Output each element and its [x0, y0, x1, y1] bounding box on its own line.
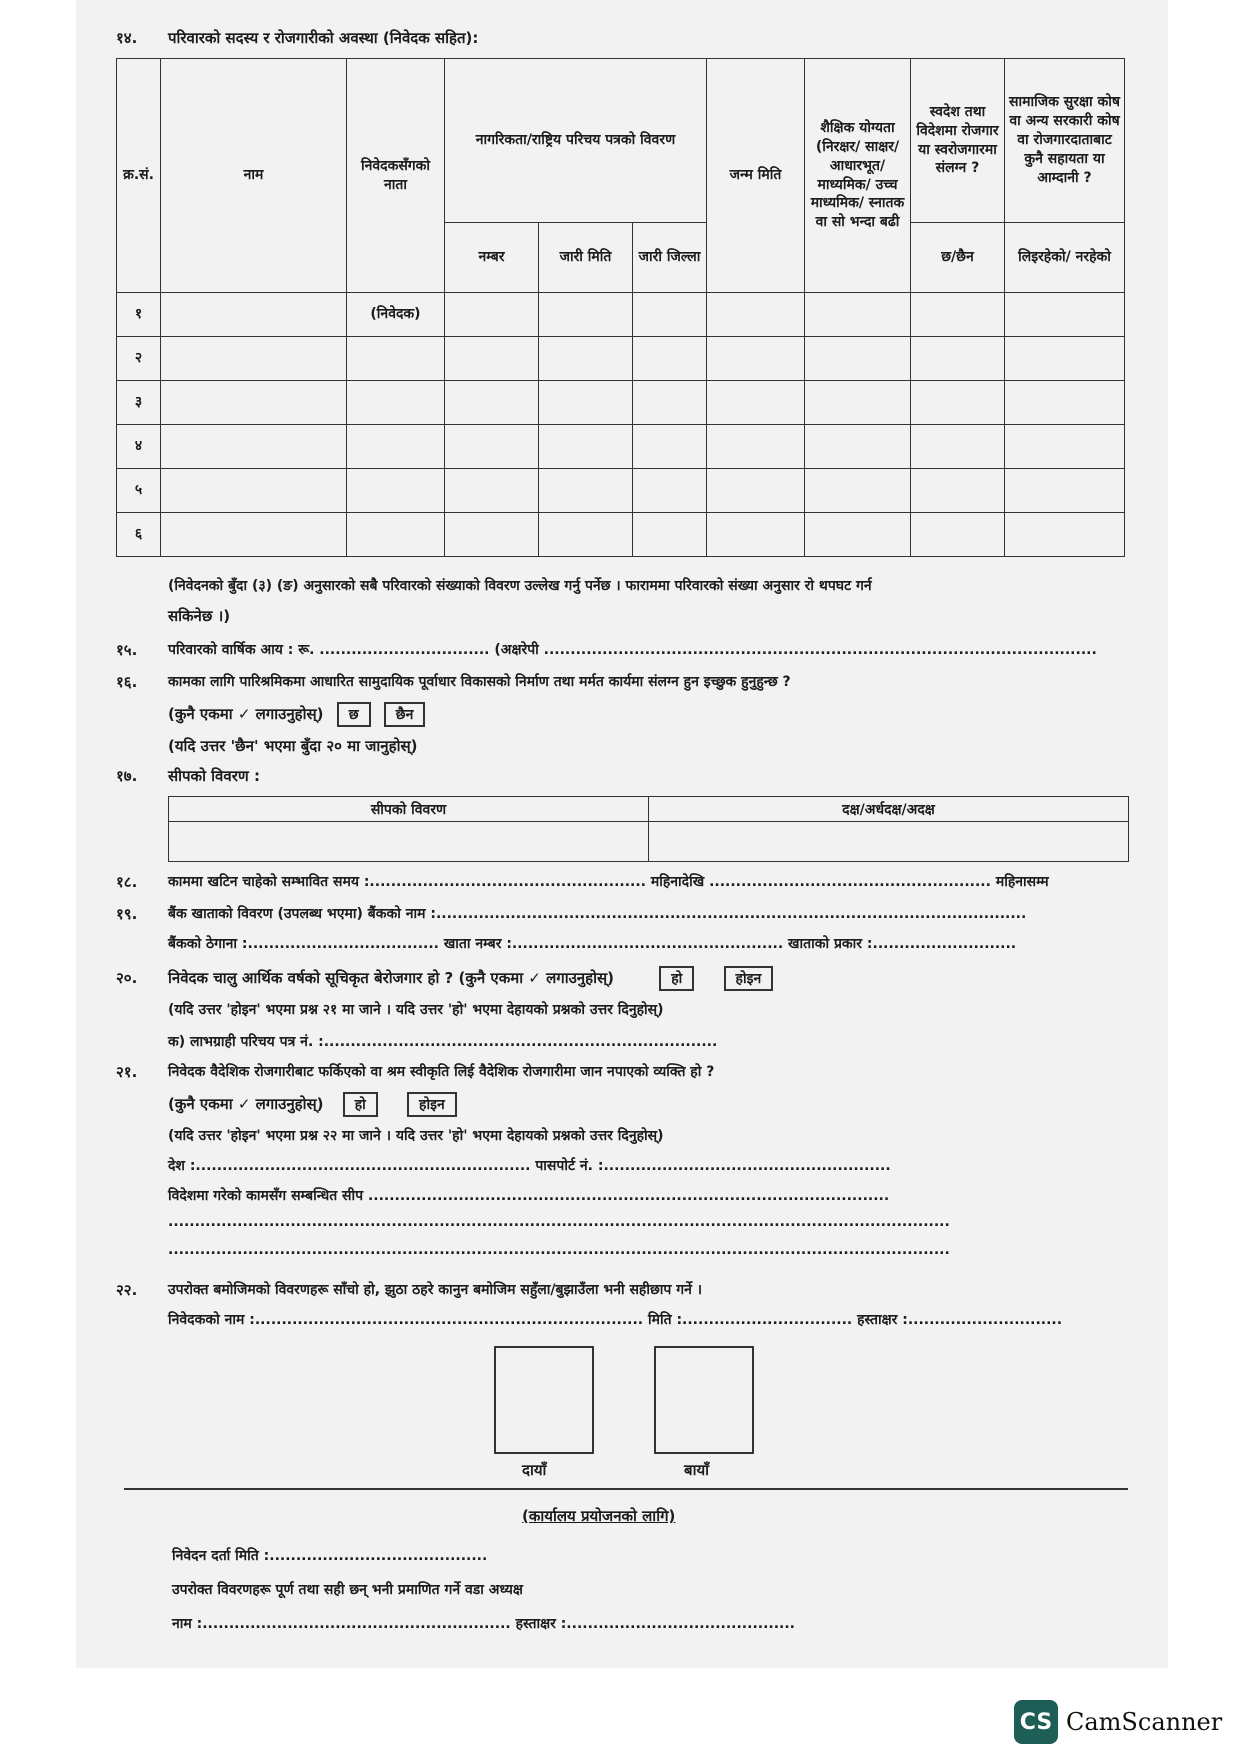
header-issue-date: जारी मिति — [539, 223, 633, 293]
row-sn: ६ — [117, 513, 161, 557]
row-relation: (निवेदक) — [347, 293, 445, 337]
q18-number: १८. — [116, 873, 138, 891]
cell[interactable] — [805, 381, 911, 425]
cell[interactable] — [1005, 425, 1125, 469]
cell-name[interactable] — [161, 381, 347, 425]
q16-options — [168, 702, 425, 727]
right-thumbprint-box[interactable] — [494, 1346, 594, 1454]
cell[interactable] — [707, 425, 805, 469]
cell[interactable] — [445, 425, 539, 469]
q19-number: १९. — [116, 905, 138, 923]
skill-level-input[interactable] — [649, 822, 1129, 862]
q14-note-line1: (निवेदनको बुँदा (३) (ङ) अनुसारको सबै परिवारको संख्याको विवरण उल्लेख गर्नु पर्नेछ । फाराममा परिवारको संख्या अनुसार रो थपघट गर्न — [168, 578, 872, 594]
q14-note-line2: सकिनेछ ।) — [168, 607, 231, 625]
cell[interactable] — [445, 381, 539, 425]
row-relation — [347, 337, 445, 381]
cell[interactable] — [633, 381, 707, 425]
cell[interactable] — [445, 513, 539, 557]
row-sn: ५ — [117, 469, 161, 513]
q16-number: १६. — [116, 673, 138, 691]
q21-skill: विदेशमा गरेको कामसँग सम्बन्धित सीप .................................................................................................. — [168, 1188, 890, 1204]
table-row — [117, 293, 1125, 337]
right-thumb-label: दायाँ — [522, 1461, 547, 1479]
cell[interactable] — [539, 513, 633, 557]
skill-table — [168, 796, 1129, 862]
q21-dots-1: ................................................................................................................................................... — [168, 1214, 950, 1230]
q21-text: निवेदक वैदेशिक रोजगारीबाट फर्किएको वा श्रम स्वीकृति लिई वैदेशिक रोजगारीमा जान नपाएको व्यक्ति हो ? — [168, 1064, 715, 1080]
office-certify: उपरोक्त विवरणहरू पूर्ण तथा सही छन् भनी प्रमाणित गर्ने वडा अध्यक्ष — [172, 1582, 523, 1598]
camscanner-text: CamScanner — [1066, 1708, 1223, 1736]
cell[interactable] — [1005, 381, 1125, 425]
skill-col-description: सीपको विवरण — [169, 797, 649, 822]
cell[interactable] — [1005, 469, 1125, 513]
q20-text: निवेदक चालु आर्थिक वर्षको सूचिकृत बेरोजगार हो ? (कुनै एकमा ✓ लगाउनुहोस्) — [168, 969, 614, 987]
skill-col-level: दक्ष/अर्धदक्ष/अदक्ष — [649, 797, 1129, 822]
cell[interactable] — [1005, 293, 1125, 337]
cell[interactable] — [707, 337, 805, 381]
header-name: नाम — [161, 59, 347, 293]
cell[interactable] — [707, 381, 805, 425]
cell[interactable] — [911, 381, 1005, 425]
office-name-signature: नाम :.......................................................... हस्ताक्षर :........................................... — [172, 1616, 795, 1632]
q16-option-yes[interactable]: छ — [337, 702, 371, 727]
q18-text: काममा खटिन चाहेको सम्भावित समय :.................................................... महिनादेखि ..................................................... महिनासम्म — [168, 874, 1049, 890]
cell[interactable] — [633, 425, 707, 469]
cell[interactable] — [911, 337, 1005, 381]
q20-number: २०. — [116, 969, 138, 987]
row-sn: ४ — [117, 425, 161, 469]
divider — [124, 1488, 1128, 1490]
cell[interactable] — [445, 293, 539, 337]
row-relation — [347, 425, 445, 469]
cell[interactable] — [805, 513, 911, 557]
q21-number: २१. — [116, 1063, 138, 1081]
cell[interactable] — [539, 425, 633, 469]
left-thumbprint-box[interactable] — [654, 1346, 754, 1454]
cell[interactable] — [1005, 513, 1125, 557]
table-row — [117, 381, 1125, 425]
row-relation — [347, 381, 445, 425]
q19-line1: बैंक खाताको विवरण (उपलब्ध भएमा) बैंकको नाम :............................................................................................................... — [168, 906, 1027, 922]
q20-option-yes[interactable]: हो — [659, 966, 694, 991]
q21-option-yes[interactable]: हो — [343, 1092, 378, 1117]
q17-number: १७. — [116, 767, 138, 785]
q21-note: (यदि उत्तर 'होइन' भएमा प्रश्न २२ मा जाने । यदि उत्तर 'हो' भएमा देहायको प्रश्नको उत्तर दिनुहोस्) — [168, 1128, 664, 1144]
cell[interactable] — [805, 469, 911, 513]
header-citizenship: नागरिकता/राष्ट्रिय परिचय पत्रको विवरण — [445, 59, 707, 223]
q21-dots-2: ................................................................................................................................................... — [168, 1242, 950, 1258]
cell[interactable] — [539, 293, 633, 337]
row-relation — [347, 469, 445, 513]
header-sn: क्र.सं. — [117, 59, 161, 293]
cell[interactable] — [707, 469, 805, 513]
q20-option-no[interactable]: होइन — [724, 966, 774, 991]
cell[interactable] — [805, 337, 911, 381]
office-registration-date: निवेदन दर्ता मिति :......................................... — [172, 1548, 488, 1564]
cell-name[interactable] — [161, 337, 347, 381]
q17-label: सीपको विवरण : — [168, 767, 260, 785]
q14-label: परिवारको सदस्य र रोजगारीको अवस्था (निवेदक सहित): — [168, 29, 479, 47]
q22-number: २२. — [116, 1281, 138, 1299]
q14-number: १४. — [116, 29, 138, 47]
header-social: सामाजिक सुरक्षा कोष वा अन्य सरकारी कोष वा रोजगारदाताबाट कुनै सहायता या आम्दानी ? — [1005, 59, 1125, 223]
cell[interactable] — [911, 469, 1005, 513]
header-issue-district: जारी जिल्ला — [633, 223, 707, 293]
row-sn: ३ — [117, 381, 161, 425]
q19-line2: बैंकको ठेगाना :.................................... खाता नम्बर :................................................... खाताको प्रकार :........................... — [168, 936, 1017, 952]
header-number: नम्बर — [445, 223, 539, 293]
q22-text: उपरोक्त बमोजिमको विवरणहरू साँचो हो, झुठा ठहरे कानुन बमोजिम सहुँला/बुझाउँला भनी सहीछाप गर्ने । — [168, 1282, 703, 1298]
row-sn: १ — [117, 293, 161, 337]
q15-text: परिवारको वार्षिक आय : रू. ................................ (अक्षरेपी ........................................................................................................ — [168, 642, 1097, 658]
cell[interactable] — [633, 469, 707, 513]
cell[interactable] — [911, 513, 1005, 557]
q16-option-no[interactable]: छैन — [384, 702, 426, 727]
cell[interactable] — [445, 337, 539, 381]
cell[interactable] — [707, 293, 805, 337]
q20-row — [168, 966, 773, 991]
table-row — [117, 513, 1125, 557]
cell[interactable] — [633, 337, 707, 381]
cell[interactable] — [1005, 337, 1125, 381]
cell[interactable] — [911, 425, 1005, 469]
header-social-options: लिइरहेको/ नरहेको — [1005, 223, 1125, 293]
q21-options — [168, 1092, 457, 1117]
q16-note: (यदि उत्तर 'छैन' भएमा बुँदा २० मा जानुहोस्) — [168, 737, 418, 755]
q21-option-no[interactable]: होइन — [407, 1092, 457, 1117]
cell-name[interactable] — [161, 469, 347, 513]
table-row — [117, 425, 1125, 469]
q22-sign-line: निवेदकको नाम :......................................................................... मिति :................................ हस्ताक्षर :............................. — [168, 1312, 1063, 1328]
header-dob: जन्म मिति — [707, 59, 805, 293]
cell[interactable] — [445, 469, 539, 513]
header-employment: स्वदेश तथा विदेशमा रोजगार या स्वरोजगारमा संलग्न ? — [911, 59, 1005, 223]
q21-country-passport: देश :............................................................... पासपोर्ट नं. :...................................................... — [168, 1158, 891, 1174]
cell[interactable] — [633, 293, 707, 337]
cell[interactable] — [805, 293, 911, 337]
cell[interactable] — [633, 513, 707, 557]
office-heading: (कार्यालय प्रयोजनको लागि) — [522, 1507, 676, 1525]
q20-note: (यदि उत्तर 'होइन' भएमा प्रश्न २१ मा जाने । यदि उत्तर 'हो' भएमा देहायको प्रश्नको उत्तर दिनुहोस्) — [168, 1002, 664, 1018]
q21-instruction: (कुनै एकमा ✓ लगाउनुहोस्) — [168, 1095, 324, 1113]
camscanner-logo: CS — [1014, 1700, 1058, 1744]
row-relation — [347, 513, 445, 557]
cell-name[interactable] — [161, 425, 347, 469]
header-relation: निवेदकसँगको नाता — [347, 59, 445, 293]
cell[interactable] — [539, 337, 633, 381]
left-thumb-label: बायाँ — [684, 1461, 710, 1479]
table-row — [117, 469, 1125, 513]
cell[interactable] — [539, 381, 633, 425]
q15-number: १५. — [116, 641, 138, 659]
q16-instruction: (कुनै एकमा ✓ लगाउनुहोस्) — [168, 705, 324, 723]
cell-name[interactable] — [161, 293, 347, 337]
cell[interactable] — [805, 425, 911, 469]
cell[interactable] — [707, 513, 805, 557]
family-table — [116, 58, 1125, 557]
skill-description-input[interactable] — [169, 822, 649, 862]
header-employment-options: छ/छैन — [911, 223, 1005, 293]
cell-name[interactable] — [161, 513, 347, 557]
table-row — [117, 337, 1125, 381]
cell[interactable] — [911, 293, 1005, 337]
cell[interactable] — [539, 469, 633, 513]
header-education: शैक्षिक योग्यता (निरक्षर/ साक्षर/ आधारभूत/ माध्यमिक/ उच्च माध्यमिक/ स्नातक वा सो भन्दा बढी — [805, 59, 911, 293]
q16-text: कामका लागि पारिश्रमिकमा आधारित सामुदायिक पूर्वाधार विकासको निर्माण तथा मर्मत कार्यमा संलग्न हुन इच्छुक हुनुहुन्छ ? — [168, 674, 791, 690]
q20-sub: क) लाभग्राही परिचय पत्र नं. :.......................................................................... — [168, 1034, 718, 1050]
row-sn: २ — [117, 337, 161, 381]
